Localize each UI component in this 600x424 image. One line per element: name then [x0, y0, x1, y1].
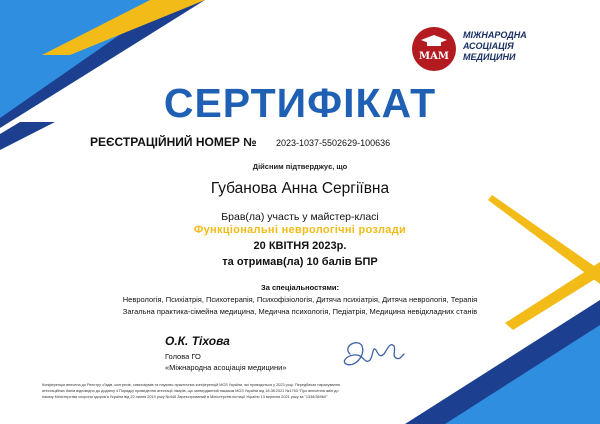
points-text: та отримав(ла) 10 балів БПР	[222, 256, 378, 268]
graduation-cap-icon	[414, 29, 454, 69]
footnote-line-3: наказу Міністерства охорони здоров'я України від 22 липня 2019 року №446 Зареєстрований в Міністерстві юстиції України 13 вересня 2021 року за "1338/36960"	[42, 395, 328, 399]
registration-label: РЕЄСТРАЦІЙНИЙ НОМЕР №	[90, 135, 257, 149]
signatory-position-line-1: Голова ГО	[165, 352, 201, 361]
handwritten-signature	[336, 336, 406, 372]
organization-name-line-3: МЕДИЦИНИ	[463, 52, 516, 62]
footnote-line-2: атестаційних балів відповідно до додатку 4 Порядку проведення атестації лікарів, що затверджений наказом МОЗ України від 18.08.2021 №1753 "Про внесення змін до	[42, 389, 339, 393]
course-title: Функціональні неврологічні розлади	[193, 224, 407, 236]
event-date: 20 КВІТНЯ 2023р.	[253, 240, 347, 252]
signatory-name: О.К. Тіхова	[165, 334, 230, 348]
organization-name-line-1: МІЖНАРОДНА	[463, 30, 527, 40]
specialties-line-1: Неврологія, Психіатрія, Психотерапія, Психофізіологія, Дитяча психіатрія, Дитяча неврологія, Терапія	[122, 295, 478, 304]
footnote-line-1: Конференція внесена до Реєстру з'їздів, конгресів, симпозіумів та науково-практичних конференцій МОЗ України, які проводяться у 2023 році. Передбачає нарахування	[42, 383, 340, 387]
organization-name-line-2: АСОЦІАЦІЯ	[463, 41, 514, 51]
specialties-line-2: Загальна практика-сімейна медицина, Медична психологія, Педіатрія, Медицина невідкладних станів	[122, 307, 478, 316]
certificate-title: СЕРТИФІКАТ	[163, 80, 437, 126]
specialties-label: За спеціальностями:	[261, 283, 339, 292]
signatory-position-line-2: «Міжнародна асоціація медицини»	[165, 363, 287, 372]
organization-name	[463, 30, 583, 63]
footnote	[42, 382, 442, 400]
recipient-name: Губанова Анна Сергіївна	[210, 180, 390, 197]
registration-number: 2023-1037-5502629-100636	[276, 138, 391, 148]
organization-logo	[412, 27, 456, 71]
logo-text: MAM	[419, 51, 449, 62]
participation-text: Брав(ла) участь у майстер-класі	[221, 211, 379, 223]
confirm-text: Дійсним підтверджує, що	[252, 162, 348, 171]
